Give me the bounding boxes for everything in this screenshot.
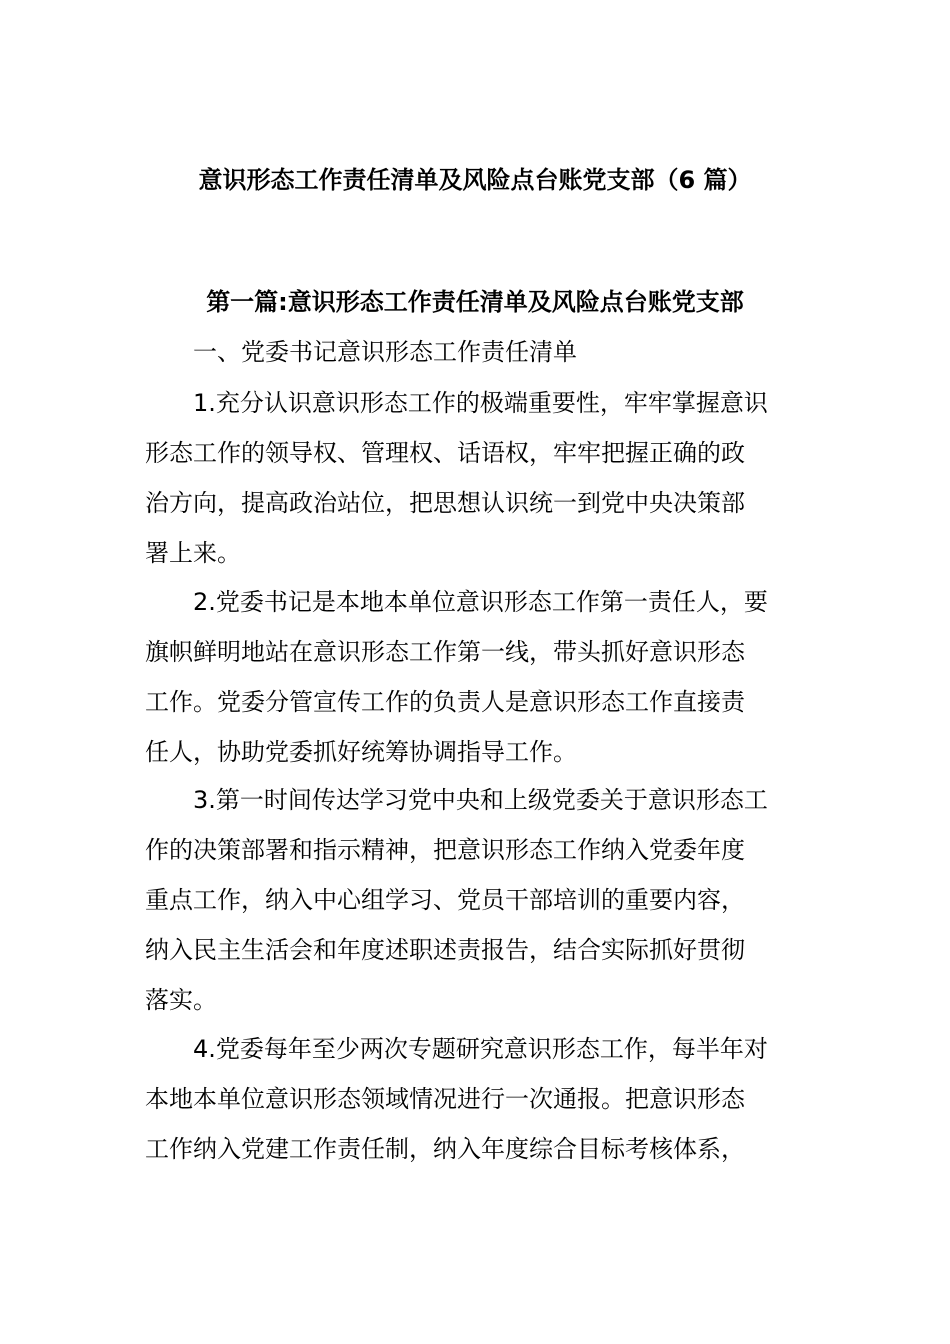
section-heading: 一、党委书记意识形态工作责任清单 bbox=[193, 338, 577, 366]
paragraph-line: 工作纳入党建工作责任制，纳入年度综合目标考核体系， bbox=[145, 1135, 745, 1163]
paragraph-line: 形态工作的领导权、管理权、话语权，牢牢把握正确的政 bbox=[145, 439, 745, 467]
paragraph-line: 4.党委每年至少两次专题研究意识形态工作，每半年对 bbox=[193, 1035, 768, 1063]
paragraph-2 bbox=[145, 577, 810, 777]
document-title: 意识形态工作责任清单及风险点台账党支部（6 篇） bbox=[198, 166, 752, 194]
paragraph-line: 治方向，提高政治站位，把思想认识统一到党中央决策部 bbox=[145, 489, 745, 517]
paragraph-line: 工作。党委分管宣传工作的负责人是意识形态工作直接责 bbox=[145, 688, 745, 716]
paragraph-line: 重点工作，纳入中心组学习、党员干部培训的重要内容， bbox=[145, 886, 745, 914]
paragraph-line: 落实。 bbox=[145, 986, 217, 1014]
paragraph-3 bbox=[145, 775, 810, 1025]
paragraph-line: 作的决策部署和指示精神，把意识形态工作纳入党委年度 bbox=[145, 836, 745, 864]
paragraph-line: 任人，协助党委抓好统筹协调指导工作。 bbox=[145, 738, 577, 766]
paragraph-line: 1.充分认识意识形态工作的极端重要性，牢牢掌握意识 bbox=[193, 389, 768, 417]
section-title: 第一篇:意识形态工作责任清单及风险点台账党支部 bbox=[206, 288, 744, 316]
paragraph-line: 3.第一时间传达学习党中央和上级党委关于意识形态工 bbox=[193, 786, 768, 814]
paragraph-line: 本地本单位意识形态领域情况进行一次通报。把意识形态 bbox=[145, 1085, 745, 1113]
paragraph-line: 2.党委书记是本地本单位意识形态工作第一责任人，要 bbox=[193, 588, 768, 616]
paragraph-line: 旗帜鲜明地站在意识形态工作第一线，带头抓好意识形态 bbox=[145, 638, 745, 666]
paragraph-line: 纳入民主生活会和年度述职述责报告，结合实际抓好贯彻 bbox=[145, 936, 745, 964]
paragraph-1 bbox=[145, 378, 810, 578]
paragraph-line: 署上来。 bbox=[145, 539, 241, 567]
paragraph-4 bbox=[145, 1024, 810, 1174]
